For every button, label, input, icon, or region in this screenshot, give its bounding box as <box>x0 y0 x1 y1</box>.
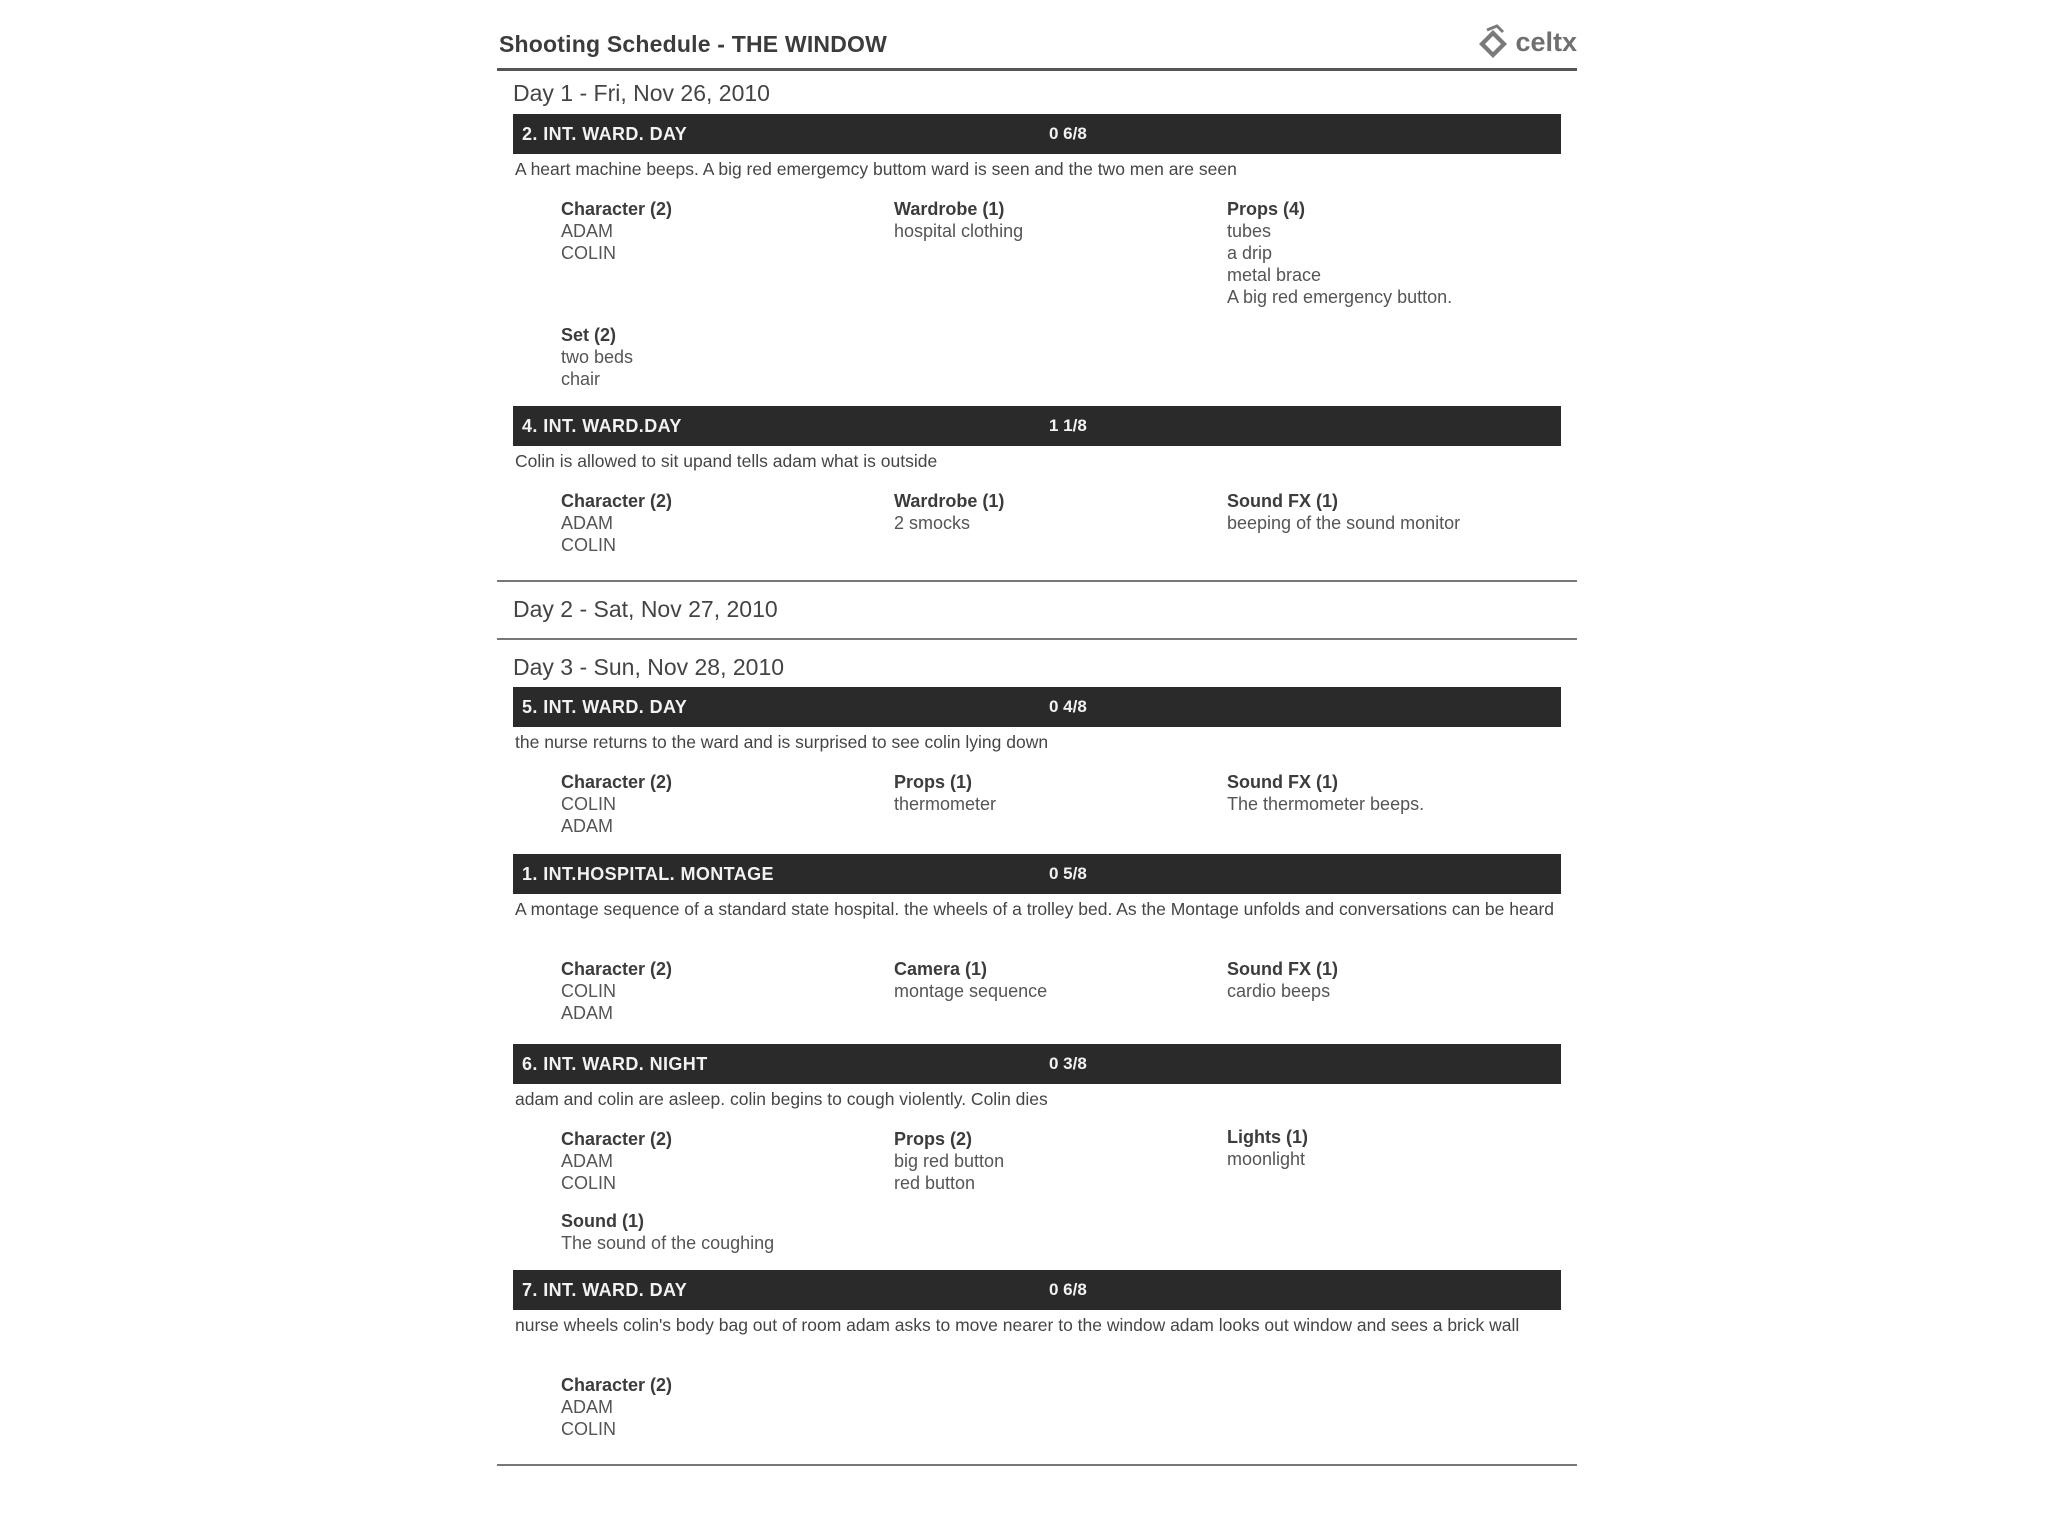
day-title: Day 1 - Fri, Nov 26, 2010 <box>513 80 770 106</box>
scene-header-bar <box>513 406 1561 446</box>
category-item: ADAM <box>561 513 614 533</box>
scene-page-count: 0 3/8 <box>1049 1054 1087 1073</box>
scene-heading: 1. INT.HOSPITAL. MONTAGE <box>522 864 774 884</box>
celtx-logo-icon <box>1473 24 1513 60</box>
scene-page-count: 1 1/8 <box>1049 416 1087 435</box>
scene-synopsis: A montage sequence of a standard state hospital. the wheels of a trolley bed. As the Montage unfolds and conversations can be heard <box>515 899 1555 919</box>
scene-heading: 4. INT. WARD.DAY <box>522 416 682 436</box>
category-item: A big red emergency button. <box>1227 287 1453 307</box>
category-item: ADAM <box>561 1003 614 1023</box>
breakdown-category <box>561 1210 881 1254</box>
category-heading: Character (2) <box>561 491 673 511</box>
breakdown-category <box>1227 1126 1547 1170</box>
category-item: COLIN <box>561 981 617 1001</box>
category-item: big red button <box>894 1151 1005 1171</box>
breakdown-category <box>561 324 881 390</box>
scene-heading: 6. INT. WARD. NIGHT <box>522 1054 708 1074</box>
category-heading: Character (2) <box>561 1129 673 1149</box>
category-heading: Camera (1) <box>894 959 988 979</box>
scene-page-count: 0 5/8 <box>1049 864 1087 883</box>
category-heading: Sound FX (1) <box>1227 491 1338 511</box>
schedule-page <box>497 0 1577 1536</box>
scene-synopsis: A heart machine beeps. A big red emergemcy buttom ward is seen and the two men are seen <box>515 159 1237 179</box>
breakdown-category <box>561 198 881 264</box>
category-item: montage sequence <box>894 981 1048 1001</box>
category-heading: Wardrobe (1) <box>894 491 1005 511</box>
category-item: cardio beeps <box>1227 981 1331 1001</box>
category-item: The thermometer beeps. <box>1227 794 1425 814</box>
scene-block <box>497 1270 1577 1460</box>
category-heading: Sound (1) <box>561 1211 644 1231</box>
breakdown-category <box>894 1128 1214 1194</box>
scene-header-bar <box>513 854 1561 894</box>
category-item: tubes <box>1227 221 1272 241</box>
scene-header-bar <box>513 1270 1561 1310</box>
scene-heading: 2. INT. WARD. DAY <box>522 124 688 144</box>
breakdown-category <box>1227 958 1547 1002</box>
category-item: red button <box>894 1173 976 1193</box>
scene-synopsis: Colin is allowed to sit upand tells adam what is outside <box>515 451 938 471</box>
category-item: ADAM <box>561 221 614 241</box>
breakdown-category <box>894 198 1214 242</box>
scene-page-count: 0 4/8 <box>1049 697 1087 716</box>
category-item: thermometer <box>894 794 997 814</box>
category-heading: Props (1) <box>894 772 973 792</box>
category-heading: Props (4) <box>1227 199 1306 219</box>
scene-header-bar <box>513 1044 1561 1084</box>
category-item: ADAM <box>561 816 614 836</box>
category-heading: Sound FX (1) <box>1227 772 1338 792</box>
category-heading: Lights (1) <box>1227 1127 1308 1147</box>
category-heading: Character (2) <box>561 959 673 979</box>
scene-synopsis: nurse wheels colin's body bag out of room adam asks to move nearer to the window adam looks out window and sees a brick wall <box>515 1315 1520 1335</box>
category-heading: Props (2) <box>894 1129 973 1149</box>
breakdown-category <box>561 1128 881 1194</box>
scene-page-count: 0 6/8 <box>1049 124 1087 143</box>
breakdown-category <box>561 490 881 556</box>
scene-block <box>497 687 1577 852</box>
scene-block <box>497 406 1577 576</box>
scene-synopsis: the nurse returns to the ward and is surprised to see colin lying down <box>515 732 1049 752</box>
logo-text: celtx <box>1515 26 1577 57</box>
scene-heading: 7. INT. WARD. DAY <box>522 1280 688 1300</box>
breakdown-category <box>561 1374 881 1440</box>
category-item: ADAM <box>561 1151 614 1171</box>
day-section <box>497 640 1577 1466</box>
scene-synopsis: adam and colin are asleep. colin begins to cough violently. Colin dies <box>515 1089 1048 1109</box>
document-header <box>497 24 1577 71</box>
category-heading: Sound FX (1) <box>1227 959 1338 979</box>
scene-page-count: 0 6/8 <box>1049 1280 1087 1299</box>
category-item: ADAM <box>561 1397 614 1417</box>
day-section <box>497 70 1577 582</box>
scene-heading: 5. INT. WARD. DAY <box>522 697 688 717</box>
day-title: Day 2 - Sat, Nov 27, 2010 <box>513 596 778 622</box>
category-item: beeping of the sound monitor <box>1227 513 1461 533</box>
breakdown-category <box>1227 490 1547 534</box>
category-heading: Wardrobe (1) <box>894 199 1005 219</box>
scene-block <box>497 1044 1577 1266</box>
breakdown-category <box>894 771 1214 815</box>
breakdown-category <box>561 958 881 1024</box>
scene-block <box>497 854 1577 1039</box>
scene-header-bar <box>513 114 1561 154</box>
category-heading: Character (2) <box>561 772 673 792</box>
category-item: two beds <box>561 347 634 367</box>
category-item: COLIN <box>561 794 617 814</box>
category-item: hospital clothing <box>894 221 1024 241</box>
category-item: COLIN <box>561 1173 617 1193</box>
page-title: Shooting Schedule - THE WINDOW <box>499 31 888 57</box>
category-item: COLIN <box>561 1419 617 1439</box>
category-item: moonlight <box>1227 1149 1306 1169</box>
category-item: COLIN <box>561 243 617 263</box>
category-item: metal brace <box>1227 265 1322 285</box>
breakdown-category <box>1227 198 1547 308</box>
day-title: Day 3 - Sun, Nov 28, 2010 <box>513 654 785 680</box>
scene-header-bar <box>513 687 1561 727</box>
breakdown-category <box>894 490 1214 534</box>
category-item: chair <box>561 369 601 389</box>
category-item: COLIN <box>561 535 617 555</box>
scene-block <box>497 114 1577 404</box>
category-item: The sound of the coughing <box>561 1233 775 1253</box>
category-item: a drip <box>1227 243 1273 263</box>
category-heading: Character (2) <box>561 199 673 219</box>
celtx-logo <box>1473 24 1577 60</box>
breakdown-category <box>561 771 881 837</box>
category-heading: Set (2) <box>561 325 617 345</box>
breakdown-category <box>894 958 1214 1002</box>
day-section <box>497 582 1577 640</box>
category-heading: Character (2) <box>561 1375 673 1395</box>
breakdown-category <box>1227 771 1547 815</box>
category-item: 2 smocks <box>894 513 971 533</box>
